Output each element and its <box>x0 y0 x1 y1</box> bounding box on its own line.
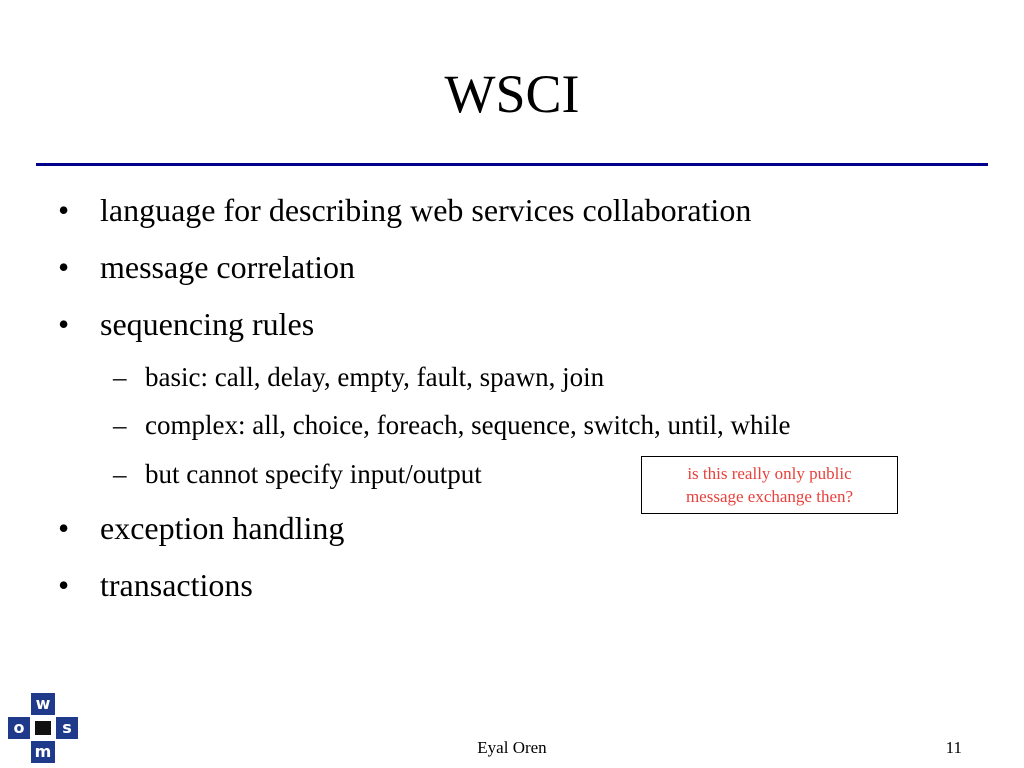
bullet-marker: • <box>58 249 70 285</box>
bullet-marker: • <box>58 306 70 342</box>
bullet-item <box>58 247 355 287</box>
bullet-item <box>58 565 253 605</box>
sub-bullet-marker: – <box>113 362 127 392</box>
sub-bullet-marker: – <box>113 459 127 489</box>
footer-author: Eyal Oren <box>477 738 547 757</box>
slide-title: WSCI <box>444 64 580 124</box>
bullet-item <box>58 190 751 230</box>
logo-letter-s: s <box>62 718 72 737</box>
bullet-text: sequencing rules <box>100 306 315 342</box>
bullet-text: transactions <box>100 567 253 603</box>
logo-letter-m: m <box>34 742 52 761</box>
sub-bullet-text: basic: call, delay, empty, fault, spawn, join <box>145 362 605 392</box>
logo-letter-w: w <box>35 694 51 713</box>
annotation-note-line: message exchange then? <box>685 487 854 506</box>
bullet-marker: • <box>58 567 70 603</box>
sub-bullet-item <box>113 408 791 442</box>
bullet-item <box>58 508 344 548</box>
bullet-text: message correlation <box>100 249 355 285</box>
bullet-marker: • <box>58 510 70 546</box>
sub-bullet-text: complex: all, choice, foreach, sequence, switch, until, while <box>145 410 791 440</box>
logo-letter-o: o <box>13 718 25 737</box>
annotation-note-line: is this really only public <box>687 464 852 483</box>
page-number: 11 <box>945 738 962 757</box>
sub-bullet-marker: – <box>113 410 127 440</box>
bullet-text: exception handling <box>100 510 345 546</box>
sub-bullet-item <box>113 457 482 491</box>
annotation-note <box>641 456 898 514</box>
bullet-marker: • <box>58 192 70 228</box>
bullet-text: language for describing web services collaboration <box>100 192 752 228</box>
sub-bullet-text: but cannot specify input/output <box>145 459 482 489</box>
sub-bullet-item <box>113 360 604 394</box>
bullet-item <box>58 304 314 344</box>
